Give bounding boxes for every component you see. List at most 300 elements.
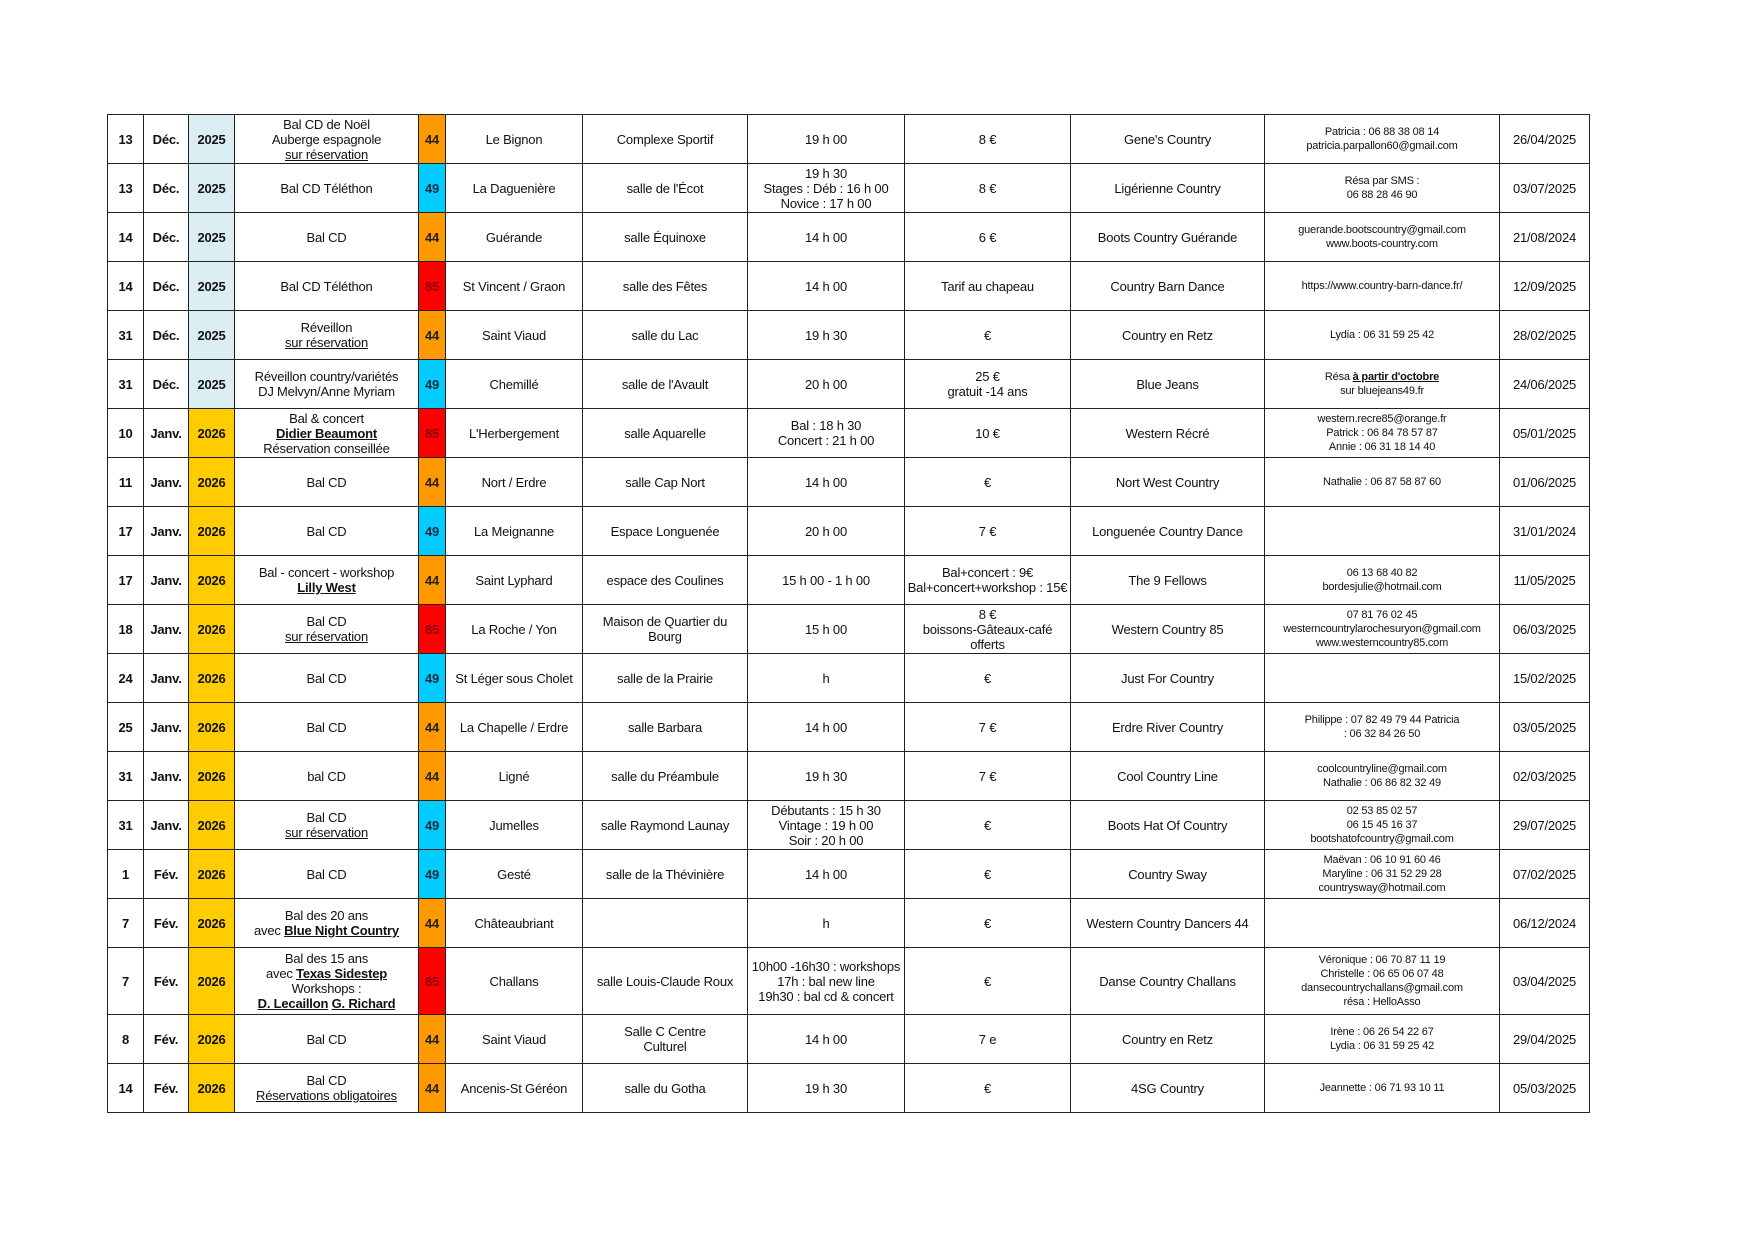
updated-date-cell — [1500, 1064, 1590, 1113]
contact-line — [1267, 580, 1497, 594]
town-cell — [446, 1015, 583, 1064]
town: Châteaubriant — [474, 915, 554, 931]
updated-date: 12/09/2025 — [1512, 278, 1577, 294]
price-line: € — [983, 670, 992, 686]
month: Janv. — [150, 474, 182, 490]
time-line: 14 h 00 — [805, 719, 847, 735]
month-cell — [144, 164, 189, 213]
contact-cell — [1265, 115, 1500, 164]
month: Fév. — [153, 973, 179, 989]
table-row — [108, 360, 1590, 409]
updated-date: 28/02/2025 — [1512, 327, 1577, 343]
town-cell — [446, 654, 583, 703]
price-cell — [905, 213, 1071, 262]
club-cell — [1071, 409, 1265, 458]
price-cell — [905, 360, 1071, 409]
updated-date-cell — [1500, 850, 1590, 899]
month-cell — [144, 948, 189, 1015]
table-row — [108, 311, 1590, 360]
venue-cell — [583, 213, 748, 262]
updated-date: 29/07/2025 — [1512, 817, 1577, 833]
day-cell — [108, 801, 144, 850]
contact-line — [1267, 440, 1497, 454]
day: 1 — [121, 866, 130, 882]
venue-line: Culturel — [643, 1039, 687, 1054]
town-cell — [446, 752, 583, 801]
department-number: 44 — [424, 572, 440, 588]
price-cell — [905, 605, 1071, 654]
department-number: 44 — [424, 229, 440, 245]
contact-cell — [1265, 899, 1500, 948]
table-row — [108, 409, 1590, 458]
contact-line — [1267, 1025, 1497, 1039]
day: 25 — [118, 719, 133, 735]
contact-line — [1267, 636, 1497, 650]
updated-date-cell — [1500, 1015, 1590, 1064]
event-text: sur réservation — [285, 629, 368, 644]
event-cell — [235, 752, 419, 801]
event-line — [237, 1073, 416, 1088]
venue-cell — [583, 605, 748, 654]
month-cell — [144, 507, 189, 556]
event-text: G. Richard — [331, 996, 396, 1011]
price-line: 8 € — [978, 180, 997, 196]
town: Saint Lyphard — [475, 572, 553, 588]
club: Boots Hat Of Country — [1107, 817, 1228, 833]
updated-date-cell — [1500, 752, 1590, 801]
venue-line: Maison de Quartier du — [602, 614, 728, 629]
time-cell — [748, 311, 905, 360]
time-line: 19 h 30 — [805, 1080, 847, 1096]
town: Ancenis-St Géréon — [460, 1080, 568, 1096]
updated-date: 03/07/2025 — [1512, 180, 1577, 196]
club-cell — [1071, 213, 1265, 262]
updated-date-cell — [1500, 605, 1590, 654]
event-text: Bal CD — [306, 866, 347, 882]
town: Ligné — [498, 768, 530, 784]
town: Chemillé — [489, 376, 539, 392]
contact-cell — [1265, 311, 1500, 360]
price-cell — [905, 801, 1071, 850]
year: 2025 — [197, 180, 226, 196]
town: Saint Viaud — [481, 1031, 547, 1047]
year-cell — [189, 409, 235, 458]
event-cell — [235, 703, 419, 752]
event-line — [237, 1088, 416, 1103]
department-cell — [419, 213, 446, 262]
town: Jumelles — [489, 817, 539, 833]
price-line: 7 € — [978, 768, 997, 784]
department-cell — [419, 899, 446, 948]
town-cell — [446, 311, 583, 360]
contact-cell — [1265, 213, 1500, 262]
contact-line — [1267, 608, 1497, 622]
price-cell — [905, 115, 1071, 164]
event-line — [237, 996, 416, 1011]
price-line: 7 € — [978, 719, 997, 735]
day: 7 — [121, 973, 130, 989]
contact-line — [1267, 384, 1497, 398]
event-text: Texas Sidestep — [296, 966, 387, 981]
day: 13 — [118, 180, 133, 196]
event-line — [237, 966, 416, 981]
time-cell — [748, 752, 905, 801]
department-number: 85 — [424, 278, 440, 294]
club-cell — [1071, 899, 1265, 948]
contact-line — [1267, 1039, 1497, 1053]
day: 17 — [118, 572, 133, 588]
venue-line: salle Barbara — [628, 719, 702, 735]
department-cell — [419, 703, 446, 752]
event-text: Bal & concert — [289, 410, 364, 426]
contact-cell — [1265, 262, 1500, 311]
town-cell — [446, 850, 583, 899]
price-line: 6 € — [978, 229, 997, 245]
contact-line — [1267, 125, 1497, 139]
price-cell — [905, 899, 1071, 948]
month: Janv. — [150, 670, 182, 686]
venue-line: salle Équinoxe — [624, 229, 706, 245]
department-cell — [419, 164, 446, 213]
year: 2025 — [197, 278, 226, 294]
updated-date: 29/04/2025 — [1512, 1031, 1577, 1047]
updated-date: 15/02/2025 — [1512, 670, 1577, 686]
updated-date: 21/08/2024 — [1512, 229, 1577, 245]
event-text: Bal des 15 ans — [284, 951, 369, 966]
month: Déc. — [152, 180, 180, 196]
day-cell — [108, 703, 144, 752]
venue-line: salle Louis-Claude Roux — [596, 973, 734, 989]
contact-text: Lydia : 06 31 59 25 42 — [1329, 1040, 1435, 1052]
updated-date: 01/06/2025 — [1512, 474, 1577, 490]
contact-line — [1267, 279, 1497, 293]
event-line — [237, 411, 416, 426]
contact-text: Lydia : 06 31 59 25 42 — [1329, 329, 1435, 341]
price-line: 25 € — [975, 369, 1000, 384]
contact-text: Patrick : 06 84 78 57 87 — [1326, 427, 1438, 439]
contact-text: Irène : 06 26 54 22 67 — [1330, 1026, 1434, 1038]
venue-cell — [583, 1064, 748, 1113]
price-line: 10 € — [975, 425, 1000, 441]
price-line: 8 € — [978, 606, 997, 622]
table-row — [108, 899, 1590, 948]
day: 11 — [118, 474, 133, 490]
contact-line — [1267, 762, 1497, 776]
town-cell — [446, 899, 583, 948]
event-cell — [235, 801, 419, 850]
updated-date-cell — [1500, 164, 1590, 213]
department-number: 44 — [424, 327, 440, 343]
venue-line: Salle C Centre — [624, 1024, 706, 1039]
town-cell — [446, 458, 583, 507]
price-line: € — [983, 474, 992, 490]
month-cell — [144, 605, 189, 654]
time-line: Stages : Déb : 16 h 00 — [763, 180, 889, 196]
club: Boots Country Guérande — [1097, 229, 1238, 245]
year-cell — [189, 311, 235, 360]
venue-cell — [583, 507, 748, 556]
town: L'Herbergement — [468, 425, 559, 441]
price-line: € — [983, 1080, 992, 1096]
event-cell — [235, 164, 419, 213]
venue-line: salle Aquarelle — [624, 425, 706, 441]
town-cell — [446, 409, 583, 458]
department-cell — [419, 1015, 446, 1064]
event-text: Bal CD — [306, 670, 347, 686]
club: Country Barn Dance — [1110, 278, 1225, 294]
year: 2025 — [197, 376, 226, 392]
event-text: Réservation conseillée — [263, 440, 390, 456]
price-line: offerts — [970, 636, 1005, 652]
contact-text: bootshatofcountry@gmail.com — [1310, 833, 1454, 845]
time-cell — [748, 1015, 905, 1064]
month: Janv. — [150, 768, 182, 784]
price-line: € — [983, 817, 992, 833]
table-row — [108, 1064, 1590, 1113]
town-cell — [446, 948, 583, 1015]
price-line: Bal+concert+workshop : 15€ — [907, 580, 1068, 595]
day: 14 — [118, 1080, 133, 1096]
price-line: boissons-Gâteaux-café — [922, 621, 1053, 637]
price-cell — [905, 262, 1071, 311]
event-line — [237, 117, 416, 132]
year: 2026 — [197, 817, 226, 833]
department-number: 85 — [424, 621, 440, 637]
price-cell — [905, 556, 1071, 605]
contact-text: patricia.parpallon60@gmail.com — [1306, 140, 1458, 152]
updated-date: 11/05/2025 — [1513, 572, 1576, 588]
club-cell — [1071, 458, 1265, 507]
contact-cell — [1265, 507, 1500, 556]
year-cell — [189, 360, 235, 409]
time-line: 14 h 00 — [805, 278, 847, 294]
town: St Vincent / Graon — [462, 278, 566, 294]
table-row — [108, 605, 1590, 654]
event-line — [237, 825, 416, 840]
department-number: 49 — [424, 670, 440, 686]
year-cell — [189, 850, 235, 899]
updated-date: 06/03/2025 — [1512, 621, 1577, 637]
event-cell — [235, 1015, 419, 1064]
time-line: 14 h 00 — [805, 1031, 847, 1047]
event-text: sur réservation — [285, 146, 368, 162]
club-cell — [1071, 703, 1265, 752]
month-cell — [144, 458, 189, 507]
venue-line: Bourg — [648, 629, 682, 644]
contact-text: : 06 32 84 26 50 — [1343, 728, 1421, 740]
club-cell — [1071, 654, 1265, 703]
venue-line: Espace Longuenée — [610, 523, 720, 539]
department-cell — [419, 360, 446, 409]
event-cell — [235, 507, 419, 556]
club: Country Sway — [1128, 866, 1207, 882]
table-row — [108, 556, 1590, 605]
town-cell — [446, 605, 583, 654]
contact-line — [1267, 953, 1497, 967]
town-cell — [446, 556, 583, 605]
price-line: € — [983, 866, 992, 882]
event-cell — [235, 850, 419, 899]
time-cell — [748, 556, 905, 605]
event-cell — [235, 311, 419, 360]
month-cell — [144, 262, 189, 311]
time-line: Novice : 17 h 00 — [780, 195, 872, 211]
month-cell — [144, 115, 189, 164]
department-cell — [419, 752, 446, 801]
table-row — [108, 507, 1590, 556]
contact-text: Christelle : 06 65 06 07 48 — [1320, 968, 1444, 980]
year-cell — [189, 458, 235, 507]
time-cell — [748, 1064, 905, 1113]
month: Janv. — [150, 425, 182, 441]
venue-line: salle de la Prairie — [617, 670, 713, 686]
contact-line — [1267, 566, 1497, 580]
venue-cell — [583, 752, 748, 801]
year-cell — [189, 801, 235, 850]
time-cell — [748, 801, 905, 850]
event-line — [237, 629, 416, 644]
year-cell — [189, 507, 235, 556]
event-line — [237, 475, 416, 490]
year-cell — [189, 752, 235, 801]
event-cell — [235, 605, 419, 654]
year-cell — [189, 164, 235, 213]
club-cell — [1071, 164, 1265, 213]
venue-cell — [583, 654, 748, 703]
town: Le Bignon — [485, 131, 543, 147]
time-line: 19h30 : bal cd & concert — [758, 988, 894, 1004]
time-line: 15 h 00 - 1 h 00 — [782, 572, 870, 588]
event-line — [237, 720, 416, 735]
town-cell — [446, 115, 583, 164]
month-cell — [144, 556, 189, 605]
contact-line — [1267, 727, 1497, 741]
day-cell — [108, 360, 144, 409]
venue-line: salle Cap Nort — [625, 474, 705, 490]
event-line — [237, 279, 416, 294]
time-cell — [748, 850, 905, 899]
day-cell — [108, 850, 144, 899]
year-cell — [189, 115, 235, 164]
event-text: Réveillon country/variétés — [254, 369, 399, 384]
department-cell — [419, 948, 446, 1015]
contact-text: Résa — [1324, 371, 1353, 383]
event-text: Bal CD — [306, 810, 347, 825]
price-line: gratuit -14 ans — [947, 384, 1028, 399]
event-cell — [235, 262, 419, 311]
contact-text: 07 81 76 02 45 — [1346, 609, 1418, 621]
contact-cell — [1265, 801, 1500, 850]
updated-date-cell — [1500, 948, 1590, 1015]
year: 2026 — [197, 1080, 226, 1096]
updated-date: 26/04/2025 — [1512, 131, 1577, 147]
venue-cell — [583, 262, 748, 311]
contact-text: guerande.bootscountry@gmail.com — [1298, 224, 1466, 236]
club: Country en Retz — [1122, 327, 1213, 343]
department-cell — [419, 409, 446, 458]
event-line — [237, 614, 416, 629]
event-line — [237, 1032, 416, 1047]
town-cell — [446, 262, 583, 311]
contact-text: Patricia : 06 88 38 08 14 — [1324, 126, 1440, 138]
day-cell — [108, 948, 144, 1015]
day-cell — [108, 409, 144, 458]
time-cell — [748, 948, 905, 1015]
department-cell — [419, 801, 446, 850]
contact-cell — [1265, 1064, 1500, 1113]
time-line: 14 h 00 — [805, 474, 847, 490]
venue-line: salle Raymond Launay — [600, 817, 730, 833]
events-table-body — [108, 115, 1590, 1113]
department-number: 85 — [424, 425, 440, 441]
venue-line: salle de la Thévinière — [605, 866, 725, 882]
month: Janv. — [150, 572, 182, 588]
day: 31 — [118, 768, 133, 784]
contact-text: Résa par SMS : — [1344, 175, 1420, 187]
department-cell — [419, 850, 446, 899]
event-text: Lilly West — [297, 580, 356, 595]
year: 2026 — [197, 474, 226, 490]
day-cell — [108, 1064, 144, 1113]
year-cell — [189, 1064, 235, 1113]
contact-line — [1267, 370, 1497, 384]
updated-date: 31/01/2024 — [1512, 523, 1577, 539]
day: 24 — [118, 670, 133, 686]
town-cell — [446, 164, 583, 213]
day-cell — [108, 311, 144, 360]
month-cell — [144, 801, 189, 850]
contact-line — [1267, 622, 1497, 636]
year: 2025 — [197, 327, 226, 343]
price-cell — [905, 948, 1071, 1015]
department-number: 44 — [424, 719, 440, 735]
month: Fév. — [153, 866, 179, 882]
contact-line — [1267, 818, 1497, 832]
time-cell — [748, 213, 905, 262]
contact-text: Nathalie : 06 87 58 87 60 — [1323, 476, 1441, 488]
event-line — [237, 810, 416, 825]
time-line: h — [822, 670, 830, 686]
updated-date: 03/05/2025 — [1512, 719, 1577, 735]
venue-cell — [583, 703, 748, 752]
contact-line — [1267, 412, 1497, 426]
month-cell — [144, 409, 189, 458]
event-line — [237, 565, 416, 580]
event-text: Bal CD Téléthon — [280, 278, 373, 294]
day-cell — [108, 213, 144, 262]
contact-text: 06 88 28 46 90 — [1346, 189, 1418, 201]
department-number: 49 — [424, 523, 440, 539]
event-text: sur réservation — [285, 825, 368, 840]
time-cell — [748, 703, 905, 752]
town: La Daguenière — [472, 180, 556, 196]
updated-date-cell — [1500, 360, 1590, 409]
updated-date: 05/03/2025 — [1512, 1080, 1577, 1096]
price-cell — [905, 507, 1071, 556]
event-cell — [235, 409, 419, 458]
department-cell — [419, 262, 446, 311]
department-cell — [419, 605, 446, 654]
price-line: 7 € — [978, 523, 997, 539]
contact-line — [1267, 832, 1497, 846]
event-text: Bal CD — [306, 1073, 347, 1088]
time-line: Soir : 20 h 00 — [788, 832, 864, 848]
club: Cool Country Line — [1117, 768, 1218, 784]
updated-date-cell — [1500, 654, 1590, 703]
month-cell — [144, 654, 189, 703]
event-text: DJ Melvyn/Anne Myriam — [258, 384, 395, 399]
department-cell — [419, 654, 446, 703]
